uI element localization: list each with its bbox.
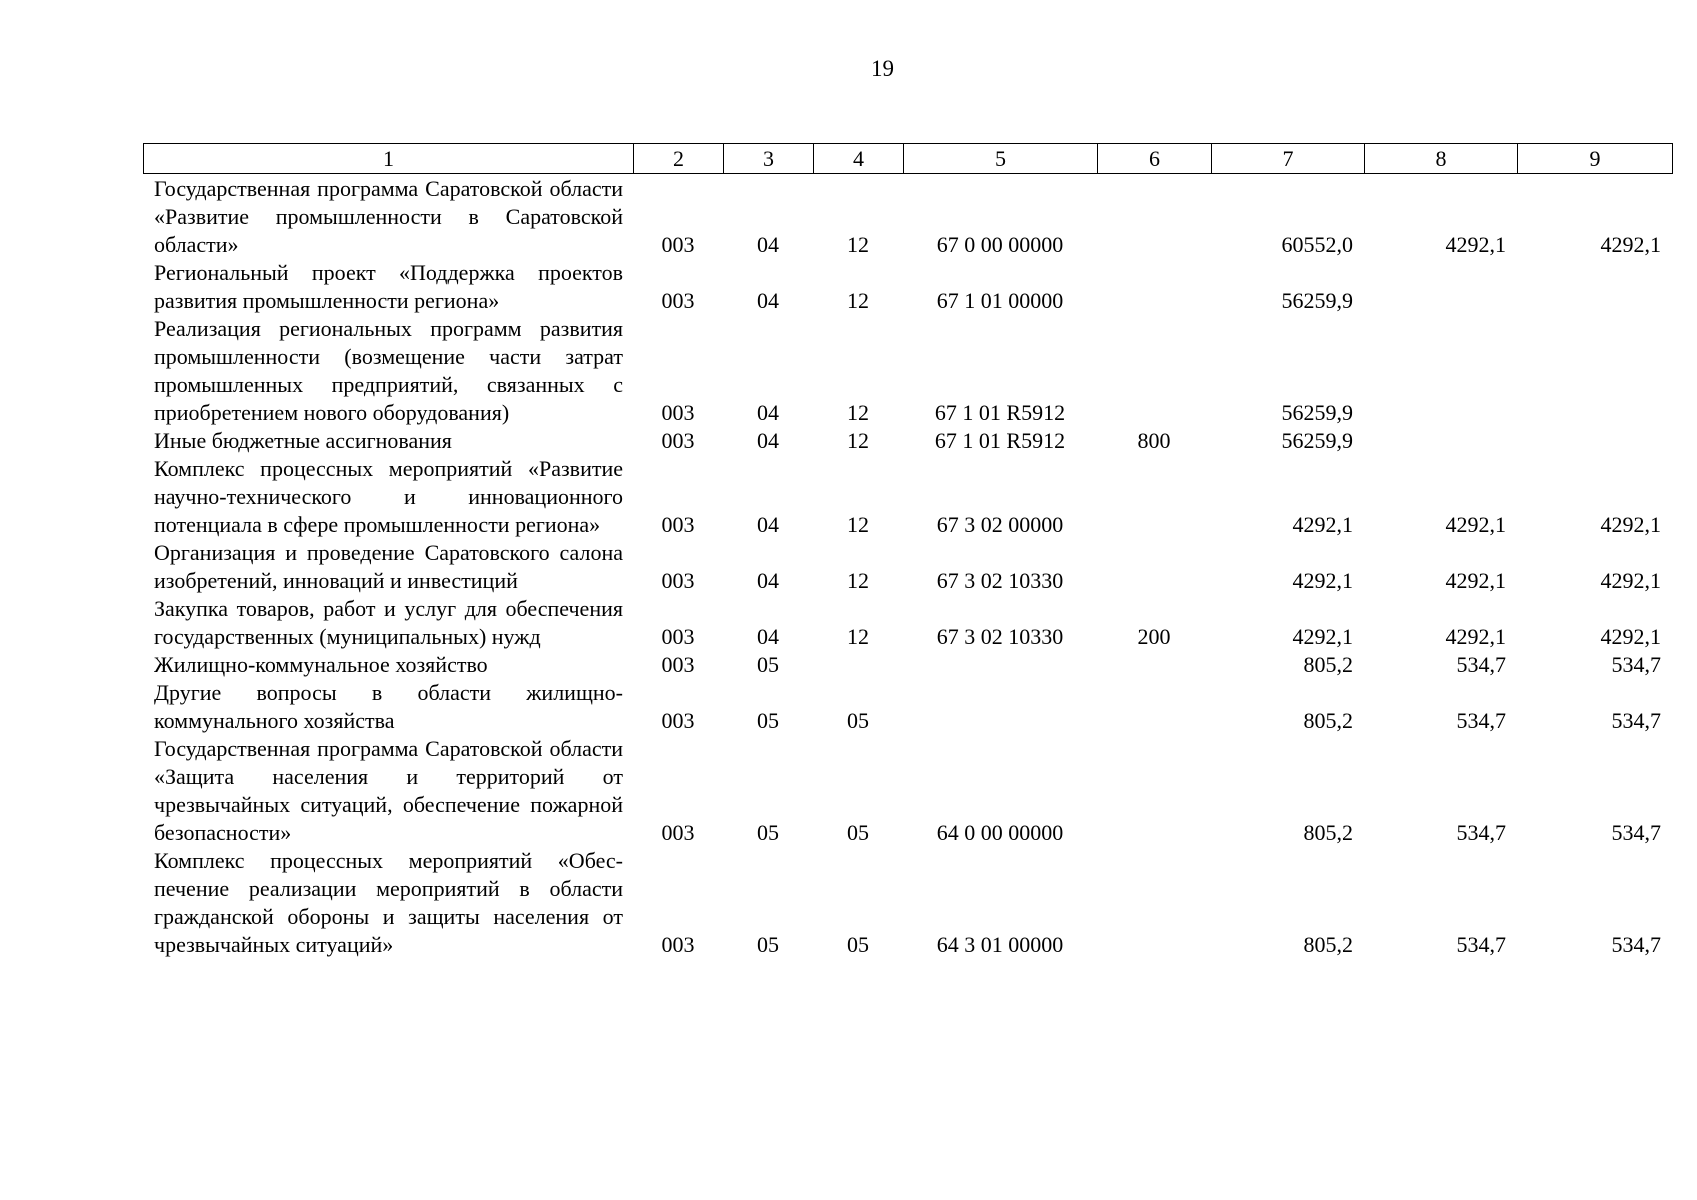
row-name: Государственная программа Саратовской области «Защита населения и территорий от чрезвычайных ситуаций, обеспечение пожарной безопасности» bbox=[154, 736, 623, 845]
row-name: Государственная программа Саратовской области «Развитие промышленности в Саратовской области» bbox=[154, 176, 623, 257]
cell-col-8: 4292,1 bbox=[1445, 568, 1506, 593]
cell-col-6 bbox=[1097, 539, 1211, 595]
cell-col-8: 534,7 bbox=[1456, 932, 1506, 957]
row-name: Комплекс процессных мероприятий «Развитие научно-технического и инновационного потенциала в сфере промышленности региона» bbox=[154, 456, 623, 537]
column-header-7: 7 bbox=[1212, 144, 1365, 174]
cell-col-2: 003 bbox=[661, 400, 695, 425]
table-header bbox=[143, 143, 1673, 174]
cell-col-7: 4292,1 bbox=[1292, 568, 1353, 593]
cell-col-2: 003 bbox=[661, 568, 695, 593]
cell-col-5 bbox=[903, 679, 1097, 735]
cell-col-4 bbox=[813, 651, 903, 679]
cell-col-8: 534,7 bbox=[1456, 652, 1506, 677]
cell-col-3: 04 bbox=[757, 428, 779, 453]
cell-col-2: 003 bbox=[661, 652, 695, 677]
table-row bbox=[143, 847, 1672, 959]
cell-col-6 bbox=[1097, 315, 1211, 427]
cell-col-6 bbox=[1097, 679, 1211, 735]
cell-col-2: 003 bbox=[661, 512, 695, 537]
cell-col-4: 12 bbox=[847, 400, 869, 425]
cell-col-8: 4292,1 bbox=[1445, 512, 1506, 537]
cell-col-7: 4292,1 bbox=[1292, 512, 1353, 537]
cell-col-6 bbox=[1097, 455, 1211, 539]
cell-col-4: 12 bbox=[847, 624, 869, 649]
table-row bbox=[143, 455, 1672, 539]
cell-col-9 bbox=[1517, 315, 1672, 427]
cell-col-7: 56259,9 bbox=[1281, 428, 1353, 453]
row-name: Региональный проект «Поддержка проектов развития промышленности региона» bbox=[154, 260, 623, 313]
cell-col-5: 67 1 01 00000 bbox=[936, 288, 1064, 313]
cell-col-2: 003 bbox=[661, 288, 695, 313]
cell-col-3: 05 bbox=[757, 652, 779, 677]
cell-col-7: 56259,9 bbox=[1281, 288, 1353, 313]
cell-col-2: 003 bbox=[661, 820, 695, 845]
cell-col-4: 12 bbox=[847, 428, 869, 453]
cell-col-4: 05 bbox=[847, 820, 869, 845]
cell-col-9: 534,7 bbox=[1611, 708, 1661, 733]
cell-col-5: 67 1 01 R5912 bbox=[934, 400, 1066, 425]
cell-col-7: 805,2 bbox=[1303, 932, 1353, 957]
cell-col-9: 534,7 bbox=[1611, 820, 1661, 845]
cell-col-9: 4292,1 bbox=[1600, 232, 1661, 257]
column-header-3: 3 bbox=[724, 144, 814, 174]
cell-col-6: 800 bbox=[1137, 428, 1171, 453]
cell-col-6 bbox=[1097, 847, 1211, 959]
cell-col-7: 4292,1 bbox=[1292, 624, 1353, 649]
cell-col-5: 67 3 02 00000 bbox=[936, 512, 1064, 537]
cell-col-6 bbox=[1097, 735, 1211, 847]
column-header-2: 2 bbox=[634, 144, 724, 174]
cell-col-3: 05 bbox=[757, 708, 779, 733]
row-name: Реализация региональных программ развития промышленности (возмещение части затрат промышленных предприятий, связанных с приобретением нового оборудования) bbox=[154, 316, 623, 425]
page-number: 19 bbox=[871, 56, 894, 81]
cell-col-9: 4292,1 bbox=[1600, 568, 1661, 593]
table-row bbox=[143, 651, 1672, 679]
cell-col-8 bbox=[1364, 315, 1517, 427]
cell-col-4: 12 bbox=[847, 512, 869, 537]
cell-col-9: 4292,1 bbox=[1600, 512, 1661, 537]
table-row bbox=[143, 259, 1672, 315]
cell-col-8 bbox=[1364, 427, 1517, 455]
cell-col-4: 05 bbox=[847, 708, 869, 733]
row-name: Комплекс процессных мероприятий «Обеспечение реализации мероприятий в области гражданской обороны и защиты населения от чрезвычайных ситуаций» bbox=[154, 848, 623, 957]
cell-col-7: 805,2 bbox=[1303, 820, 1353, 845]
cell-col-8: 534,7 bbox=[1456, 708, 1506, 733]
cell-col-2: 003 bbox=[661, 428, 695, 453]
cell-col-5: 67 3 02 10330 bbox=[936, 624, 1064, 649]
cell-col-7: 805,2 bbox=[1303, 652, 1353, 677]
cell-col-3: 05 bbox=[757, 932, 779, 957]
cell-col-3: 04 bbox=[757, 624, 779, 649]
cell-col-5 bbox=[903, 651, 1097, 679]
cell-col-8: 534,7 bbox=[1456, 820, 1506, 845]
column-header-8: 8 bbox=[1365, 144, 1518, 174]
cell-col-9: 4292,1 bbox=[1600, 624, 1661, 649]
cell-col-5: 64 0 00 00000 bbox=[936, 820, 1064, 845]
cell-col-7: 56259,9 bbox=[1281, 400, 1353, 425]
table-row bbox=[143, 735, 1672, 847]
table-row bbox=[143, 539, 1672, 595]
row-name: Жилищно-коммунальное хозяйство bbox=[154, 652, 488, 677]
cell-col-4: 12 bbox=[847, 288, 869, 313]
cell-col-7: 60552,0 bbox=[1281, 232, 1353, 257]
column-header-4: 4 bbox=[814, 144, 904, 174]
cell-col-8 bbox=[1364, 259, 1517, 315]
cell-col-7: 805,2 bbox=[1303, 708, 1353, 733]
budget-table bbox=[143, 175, 1672, 959]
cell-col-3: 05 bbox=[757, 820, 779, 845]
cell-col-4: 12 bbox=[847, 568, 869, 593]
cell-col-3: 04 bbox=[757, 512, 779, 537]
cell-col-2: 003 bbox=[661, 232, 695, 257]
cell-col-5: 67 3 02 10330 bbox=[936, 568, 1064, 593]
cell-col-6: 200 bbox=[1137, 624, 1171, 649]
table-row bbox=[143, 315, 1672, 427]
table-row bbox=[143, 427, 1672, 455]
cell-col-4: 05 bbox=[847, 932, 869, 957]
column-header-6: 6 bbox=[1098, 144, 1212, 174]
column-header-5: 5 bbox=[904, 144, 1098, 174]
cell-col-3: 04 bbox=[757, 232, 779, 257]
cell-col-9 bbox=[1517, 259, 1672, 315]
cell-col-3: 04 bbox=[757, 568, 779, 593]
cell-col-9: 534,7 bbox=[1611, 932, 1661, 957]
row-name: Иные бюджетные ассигнования bbox=[154, 428, 452, 453]
cell-col-6 bbox=[1097, 175, 1211, 259]
table-row bbox=[143, 175, 1672, 259]
row-name: Другие вопросы в области жилищно-коммунального хозяйства bbox=[154, 680, 623, 733]
cell-col-6 bbox=[1097, 651, 1211, 679]
cell-col-3: 04 bbox=[757, 288, 779, 313]
cell-col-9 bbox=[1517, 427, 1672, 455]
cell-col-3: 04 bbox=[757, 400, 779, 425]
cell-col-8: 4292,1 bbox=[1445, 624, 1506, 649]
cell-col-5: 64 3 01 00000 bbox=[936, 932, 1064, 957]
cell-col-2: 003 bbox=[661, 708, 695, 733]
cell-col-6 bbox=[1097, 259, 1211, 315]
cell-col-2: 003 bbox=[661, 624, 695, 649]
cell-col-5: 67 0 00 00000 bbox=[936, 232, 1064, 257]
column-header-9: 9 bbox=[1518, 144, 1673, 174]
cell-col-2: 003 bbox=[661, 932, 695, 957]
column-header-1: 1 bbox=[144, 144, 634, 174]
row-name: Организация и проведение Саратовского салона изобретений, инноваций и инвестиций bbox=[154, 540, 623, 593]
cell-col-9: 534,7 bbox=[1611, 652, 1661, 677]
cell-col-8: 4292,1 bbox=[1445, 232, 1506, 257]
table-row bbox=[143, 679, 1672, 735]
cell-col-5: 67 1 01 R5912 bbox=[934, 428, 1066, 453]
table-row bbox=[143, 595, 1672, 651]
row-name: Закупка товаров, работ и услуг для обеспечения государственных (муниципальных) нужд bbox=[154, 596, 623, 649]
cell-col-4: 12 bbox=[847, 232, 869, 257]
